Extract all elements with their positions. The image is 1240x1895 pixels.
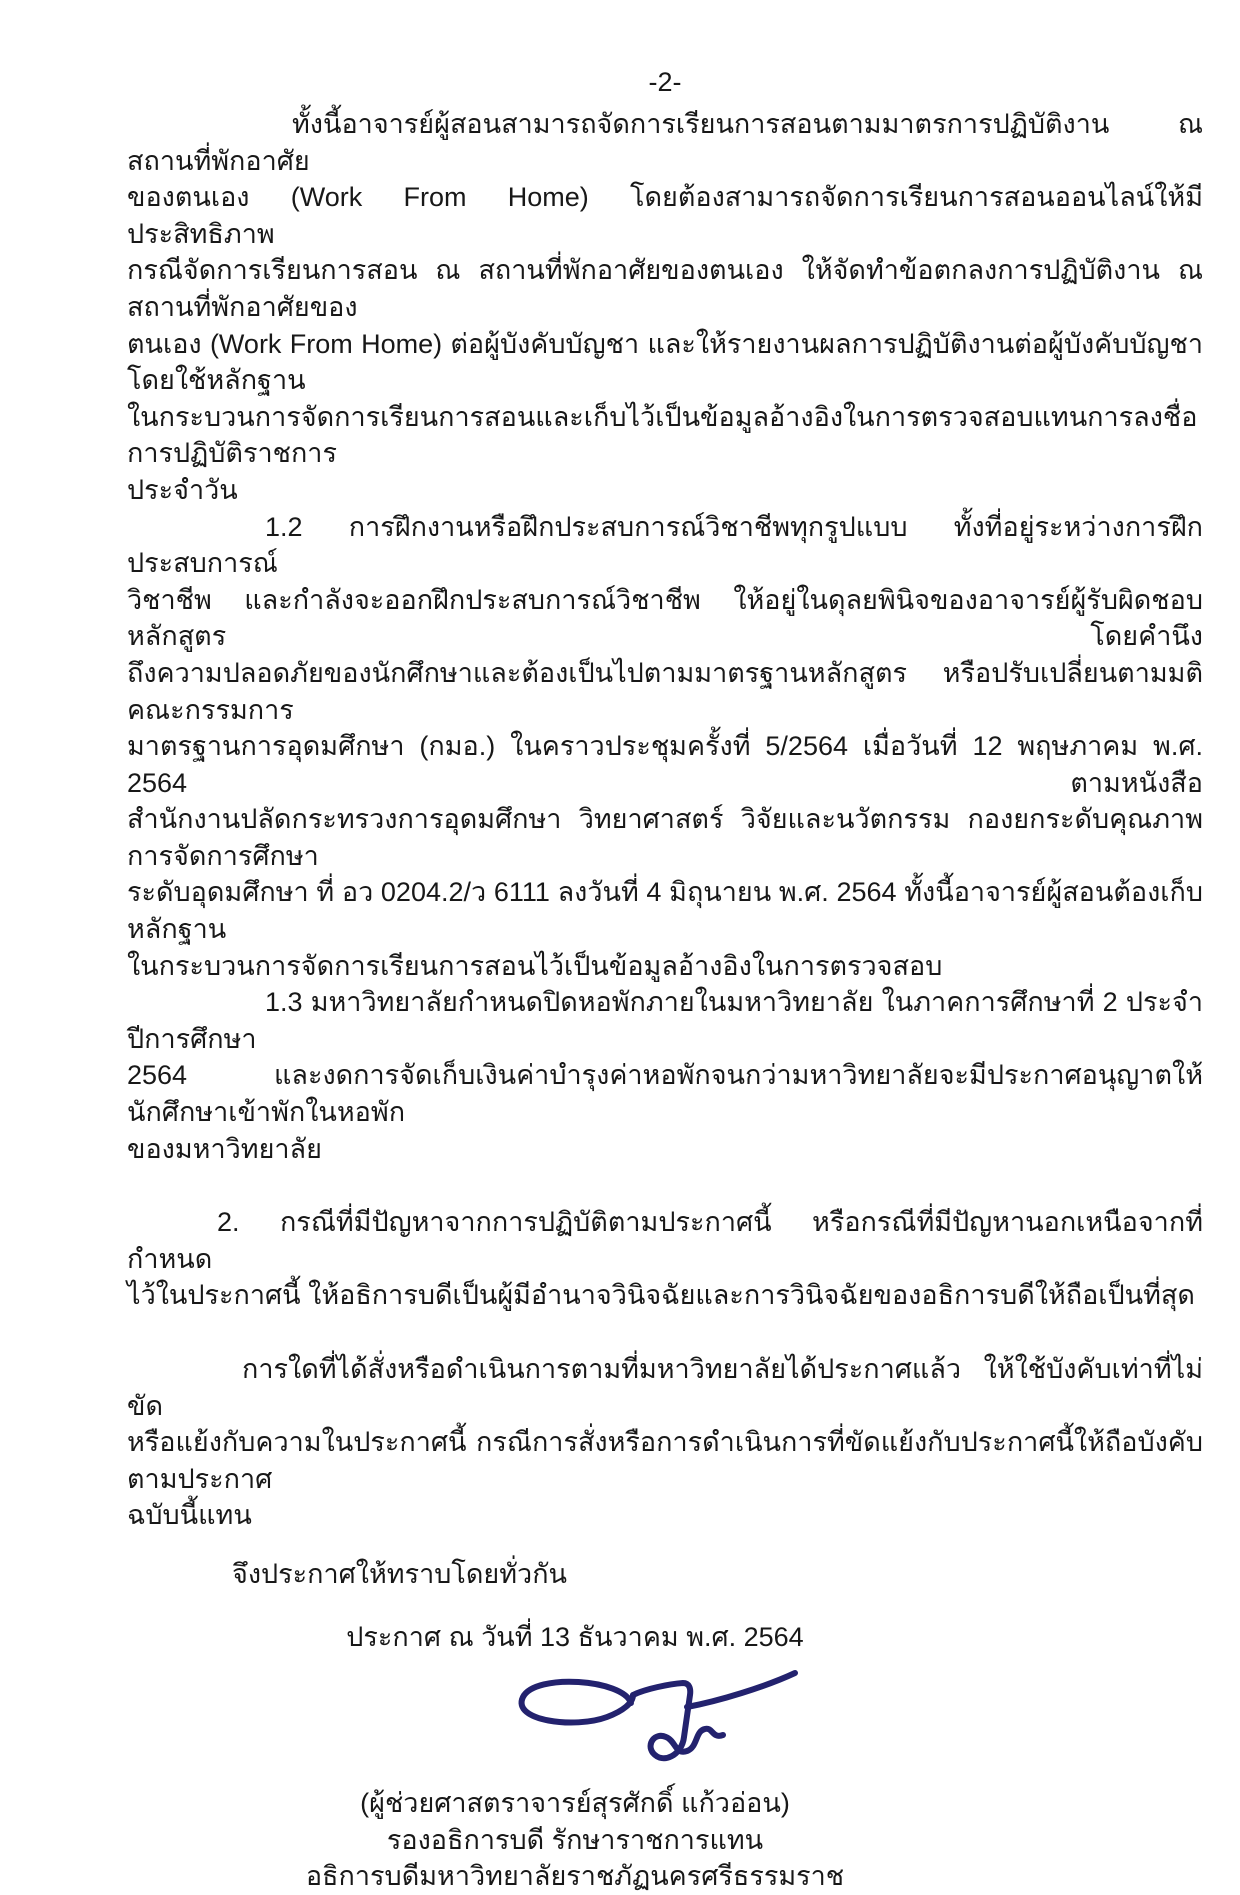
text-line: ของมหาวิทยาลัย xyxy=(127,1133,322,1164)
text-line: ในกระบวนการจัดการเรียนการสอนและเก็บไว้เป็นข้อมูลอ้างอิงในการตรวจสอบแทนการลงชื่อการปฏิบัติราชการ xyxy=(127,401,1198,469)
text-line: มาตรฐานการอุดมศึกษา (กมอ.) ในคราวประชุมครั้งที่ 5/2564 เมื่อวันที่ 12 พฤษภาคม พ.ศ. 2564 ตามหนังสือ xyxy=(127,731,1203,798)
announcement-date: ประกาศ ณ วันที่ 13 ธันวาคม พ.ศ. 2564 xyxy=(346,1621,804,1652)
text-line: ตนเอง (Work From Home) ต่อผู้บังคับบัญชา และให้รายงานผลการปฏิบัติงานต่อผู้บังคับบัญชาโดยใช้หลักฐาน xyxy=(127,328,1203,396)
signer-title-president: อธิการบดีมหาวิทยาลัยราชภัฏนครศรีธรรมราช xyxy=(305,1861,845,1892)
text-line: การใดที่ได้สั่งหรือดำเนินการตามที่มหาวิทยาลัยได้ประกาศแล้ว ให้ใช้บังคับเท่าที่ไม่ขัด xyxy=(127,1354,1203,1421)
para-work-from-home xyxy=(127,106,1203,509)
signer-name: (ผู้ช่วยศาสตราจารย์สุรศักดิ์ แก้วอ่อน) xyxy=(360,1788,790,1819)
text-line: จึงประกาศให้ทราบโดยทั่วกัน xyxy=(232,1558,567,1589)
para-notice xyxy=(127,1556,1203,1593)
text-line: ของตนเอง (Work From Home) โดยต้องสามารถจัดการเรียนการสอนออนไลน์ให้มีประสิทธิภาพ xyxy=(127,182,1203,249)
text-line: ไว้ในประกาศนี้ ให้อธิการบดีเป็นผู้มีอำนาจวินิจฉัยและการวินิจฉัยของอธิการบดีให้ถือเป็นที่สุด xyxy=(127,1280,1195,1311)
signer-title-acting: รองอธิการบดี รักษาราชการแทน xyxy=(386,1824,764,1855)
text-line: หรือแย้งกับความในประกาศนี้ กรณีการสั่งหรือการดำเนินการที่ขัดแย้งกับประกาศนี้ให้ถือบังคับตามประกาศ xyxy=(127,1427,1203,1494)
text-line: สำนักงานปลัดกระทรวงการอุดมศึกษา วิทยาศาสตร์ วิจัยและนวัตกรรม กองยกระดับคุณภาพการจัดการศึกษา xyxy=(127,804,1203,871)
text-line: วิชาชีพ และกำลังจะออกฝึกประสบการณ์วิชาชีพ ให้อยู่ในดุลยพินิจของอาจารย์ผู้รับผิดชอบหลักสูตร โดยคำนึง xyxy=(127,584,1203,652)
signature-area xyxy=(127,1663,1023,1781)
signature-image xyxy=(483,1663,803,1781)
text-line: ในกระบวนการจัดการเรียนการสอนไว้เป็นข้อมูลอ้างอิงในการตรวจสอบ xyxy=(127,950,943,981)
page-number: -2- xyxy=(648,67,682,97)
text-line: ประจำวัน xyxy=(127,474,238,505)
text-line: 1.3 มหาวิทยาลัยกำหนดปิดหอพักภายในมหาวิทยาลัย ในภาคการศึกษาที่ 2 ประจำปีการศึกษา xyxy=(127,987,1203,1054)
text-line: ระดับอุดมศึกษา ที่ อว 0204.2/ว 6111 ลงวันที่ 4 มิถุนายน พ.ศ. 2564 ทั้งนี้อาจารย์ผู้สอนต้องเก็บหลักฐาน xyxy=(127,877,1203,945)
closing-block xyxy=(127,1619,1023,1895)
text-line: ทั้งนี้อาจารย์ผู้สอนสามารถจัดการเรียนการสอนตามมาตรการปฏิบัติงาน ณ สถานที่พักอาศัย xyxy=(127,109,1203,176)
para-item-2 xyxy=(127,1204,1203,1314)
text-line: ฉบับนี้แทน xyxy=(127,1500,252,1531)
para-item-1-3 xyxy=(127,984,1203,1167)
text-line: ถึงความปลอดภัยของนักศึกษาและต้องเป็นไปตามมาตรฐานหลักสูตร หรือปรับเปลี่ยนตามมติคณะกรรมการ xyxy=(127,657,1203,725)
text-line: 2. กรณีที่มีปัญหาจากการปฏิบัติตามประกาศนี้ หรือกรณีที่มีปัญหานอกเหนือจากที่กำหนด xyxy=(127,1207,1203,1274)
text-line: 2564 และงดการจัดเก็บเงินค่าบำรุงค่าหอพักจนกว่ามหาวิทยาลัยจะมีประกาศอนุญาตให้นักศึกษาเข้าพักในหอพัก xyxy=(127,1060,1203,1128)
text-line: กรณีจัดการเรียนการสอน ณ สถานที่พักอาศัยของตนเอง ให้จัดทำข้อตกลงการปฏิบัติงาน ณ สถานที่พักอาศัยของ xyxy=(127,255,1203,322)
text-line: 1.2 การฝึกงานหรือฝึกประสบการณ์วิชาชีพทุกรูปแบบ ทั้งที่อยู่ระหว่างการฝึกประสบการณ์ xyxy=(127,511,1203,579)
document-body xyxy=(127,106,1203,1895)
para-item-1-2 xyxy=(127,509,1203,985)
para-transitional xyxy=(127,1351,1203,1534)
